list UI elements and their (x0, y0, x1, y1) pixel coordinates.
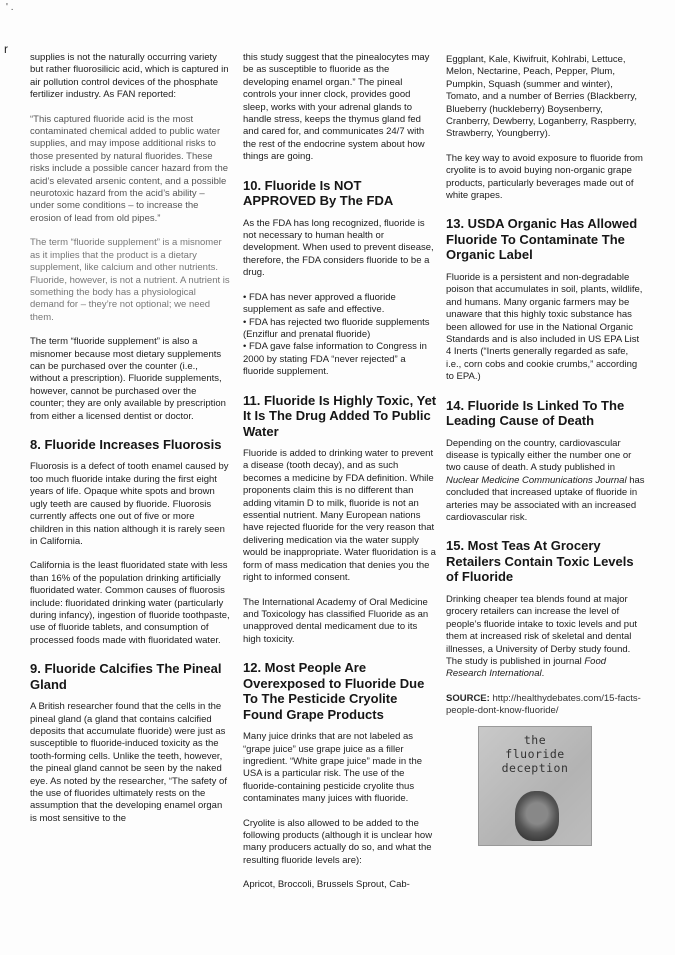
paragraph: supplies is not the naturally occurring variety but rather fluorosilicic acid, which is captured in air pollution control devices of the phosphate fertilizer industry. As FAN reported: (30, 52, 229, 101)
section-heading-13: 13. USDA Organic Has Allowed Fluoride To Contaminate The Organic Label (446, 216, 638, 263)
text-run: . (541, 668, 545, 680)
paragraph: Apricot, Broccoli, Brussels Sprout, Cab- (243, 879, 410, 891)
column-right (446, 54, 646, 846)
section-heading-10: 10. Fluoride Is NOT APPROVED By The FDA (243, 177, 394, 209)
fda-bullet-list (243, 292, 437, 379)
section-heading-14: 14. Fluoride Is Linked To The Leading Cause of Death (446, 397, 625, 429)
paragraph: California is the least fluoridated state with less than 16% of the population drinking artificially fluoridated water. Common causes of fluorosis include: fluoridated drinking water (particularly during infancy), ingestion of fluoride toothpaste, use of fluoride tablets, and consumption of processed foods made with fluoridated water. (30, 560, 230, 646)
scan-mark-side: r (4, 42, 8, 56)
source-line (446, 693, 646, 718)
paragraph: Cryolite is also allowed to be added to the following products (although it is unclear how many producers actually do so, and what the resulting fluoride levels are): (243, 817, 433, 866)
journal-name: Nuclear Medicine Communications Journal (446, 474, 627, 486)
text-run: Depending on the country, cardiovascular disease is typically either the number one or two cause of death. A study published in (446, 437, 632, 474)
paragraph: Fluoride is a persistent and non-degradable poison that accumulates in soil, plants, wildlife, and humans. Many organic farmers may be unaware that this highly toxic substance has been allowed for use in the National Organic Standards and is also included in US EPA List 4 Inerts (“Inerts generally regarded as safe, i.e., corn cobs and cookie crumbs,” according to EPA.) (446, 271, 643, 383)
book-title-line: fluoride (505, 746, 565, 761)
source-url: http://healthydebates.com/15-facts-people-dont-know-fluoride/ (446, 692, 641, 717)
author-photo (515, 791, 559, 841)
paragraph: Many juice drinks that are not labeled as “grape juice” use grape juice as a filler ingredient. “White grape juice” made in the USA is a particular risk. The use of the fluoride-containing pesticide cryolite thus contaminates many juices with fluoride. (243, 731, 423, 805)
paragraph: this study suggest that the pinealocytes may be as susceptible to fluoride as the developing enamel organ.” The pineal controls your inner clock, provides good sleep, works with your adrenal glands to handle stress, keeps the thymus gland fed and cared for, and communicates 24/7 with the rest of the endocrine system about how things are going. (243, 52, 430, 163)
section-heading-12: 12. Most People Are Overexposed to Fluoride Due To The Pesticide Cryolite Found Grape Products (243, 660, 425, 722)
paragraph: Fluorosis is a defect of tooth enamel caused by too much fluoride intake during the first eight years of life. Opaque white spots and brown ugly teeth are caused by fluoride. Fluorosis currently affects one out of five or more children in this nation although it is rarely seen in California. (30, 461, 229, 547)
source-label: SOURCE: (446, 692, 490, 704)
paragraph: The key way to avoid exposure to fluoride from cryolite is to avoid buying non-organic grape products, particularly beverages made out of white grapes. (446, 152, 643, 202)
column-middle (243, 52, 437, 904)
book-title-line: deception (501, 760, 569, 775)
list-item: • FDA has rejected two fluoride supplements (Enziflur and prenatal fluoride) (243, 317, 437, 342)
paragraph: The International Academy of Oral Medicine and Toxicology has classified Fluoride as an unapproved dental medicament due to its high toxicity. (243, 596, 429, 645)
journal-name: Food Research International (446, 656, 607, 680)
column-left (30, 52, 230, 837)
list-item: • FDA gave false information to Congress in 2000 by stating FDA “never rejected” a fluoride supplement. (243, 341, 437, 378)
paragraph: Eggplant, Kale, Kiwifruit, Kohlrabi, Lettuce, Melon, Nectarine, Peach, Pepper, Plum, Pumpkin, Squash (summer and winter), Tomato, and a number of Berries (Blackberry, Blueberry (huckleberry) Boysenberry, Cranberry, Dewberry, Loganberry, Raspberry, Strawberry, Youngberry). (446, 54, 637, 140)
paragraph: The term “fluoride supplement” is also a misnomer because most dietary supplements can be purchased over the counter (i.e., without a prescription). Fluoride supplements, however, cannot be purchased over the counter; they are only available by prescription from either a licensed dentist or doctor. (30, 336, 226, 422)
section-heading-8: 8. Fluoride Increases Fluorosis (30, 436, 222, 452)
text-run: has concluded that increased uptake of fluoride in arteries may be associated with an increased cardiovascular risk. (446, 474, 645, 524)
paragraph (446, 594, 646, 681)
list-item: • FDA has never approved a fluoride supplement as safe and effective. (243, 292, 437, 317)
paragraph: Fluoride is added to drinking water to prevent a disease (tooth decay), and as such becomes a medicine by FDA definition. While proponents claim this is no different than adding vitamin D to milk, fluoride is not an essential nutrient. Many European nations have rejected fluoride for the very reason that delivering medication via the water supply would be inappropriate. Water fluoridation is a form of mass medication that denies you the right to informed consent. (243, 448, 436, 584)
scan-marks: ' . (6, 2, 14, 13)
text-run: Drinking cheaper tea blends found at major grocery retailers can increase the level of people’s fluoride intake to toxic levels and put them at increased risk of skeletal and dental illnesses, a University of Derby study found. The study is published in journal (446, 593, 638, 667)
paragraph: A British researcher found that the cells in the pineal gland (a gland that contains calcified deposits that accumulate fluoride) were just as susceptible to fluoride-induced toxicity as the tooth-forming cells. Unlike the teeth, however, the pineal gland cannot be seen by the naked eye. As noted by the researcher, “The safety of the use of fluorides ultimately rests on the assumption that the developing enamel organ is most sensitive to the (30, 701, 227, 824)
paragraph: The term “fluoride supplement” is a misnomer as it implies that the product is a dietary supplement, like calcium and other nutrients. Fluoride, however, is not a nutrient. A nutrient is something the body has a physiological demand for – they’re not optional; we need them. (30, 237, 230, 323)
paragraph (446, 438, 646, 525)
fan-quote: “This captured fluoride acid is the most contaminated chemical added to public water supplies, and may impose additional risks to those presented by natural fluorides. These risks include a possible cancer hazard from the acid’s elevated arsenic content, and a possible neurotoxic hazard from the acid’s ability – under some conditions – to increase the erosion of lead from old pipes.” (30, 113, 229, 224)
section-heading-15: 15. Most Teas At Grocery Retailers Contain Toxic Levels of Fluoride (446, 538, 634, 585)
section-heading-9: 9. Fluoride Calcifies The Pineal Gland (30, 661, 222, 692)
book-cover-image (478, 726, 592, 846)
book-title-line: the (523, 732, 547, 747)
paragraph: As the FDA has long recognized, fluoride is not necessary to human health or development. When used to prevent disease, therefore, the FDA considers fluoride to be a drug. (243, 217, 434, 279)
section-heading-11: 11. Fluoride Is Highly Toxic, Yet It Is The Drug Added To Public Water (243, 392, 437, 439)
